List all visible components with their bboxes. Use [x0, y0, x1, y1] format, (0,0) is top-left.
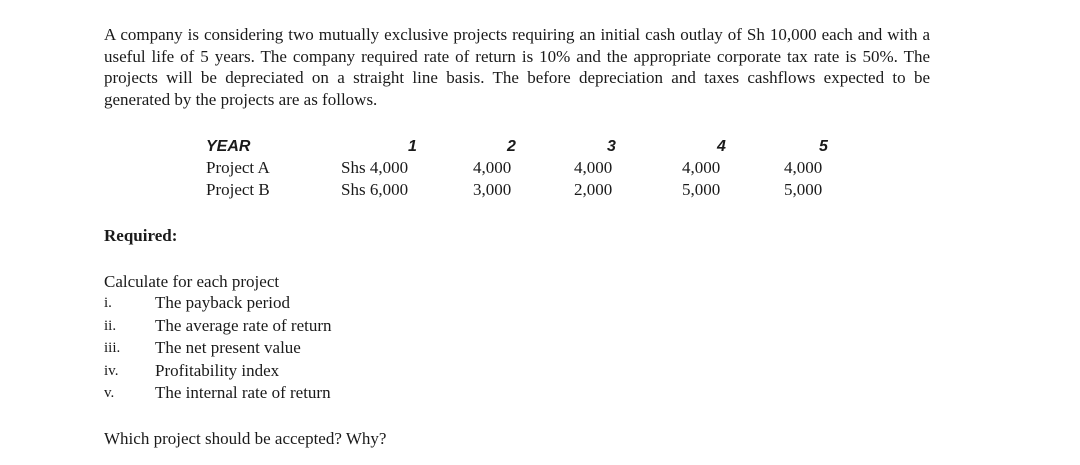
list-item — [104, 361, 404, 384]
list-item-text: The net present value — [155, 338, 301, 357]
header-year-4: 4 — [717, 138, 726, 155]
list-item-number: iv. — [104, 362, 119, 379]
header-year: YEAR — [206, 138, 251, 155]
row-label: Project A — [206, 158, 270, 177]
cell-year-3: 4,000 — [574, 158, 613, 177]
closing-question: Which project should be accepted? Why? — [104, 429, 387, 448]
table-header-row — [206, 136, 846, 158]
cell-year-5: 5,000 — [784, 180, 823, 199]
instruction-text: Calculate for each project — [104, 272, 280, 291]
list-item-number: iii. — [104, 340, 121, 356]
header-year-3: 3 — [607, 138, 616, 155]
list-item-text: The payback period — [155, 293, 290, 312]
requirements-list — [104, 293, 404, 406]
required-heading: Required: — [104, 226, 178, 245]
problem-statement: A company is considering two mutually exclusive projects requiring an initial cash outlay of Sh 10,000 each and with a useful life of 5 years. The company required rate of return is 10% and the appropriate corporate tax rate is 50%. The projects will be depreciated on a straight line basis. The before depreciation and taxes cashflows expected to be generated by the projects are as follows. — [104, 25, 930, 109]
list-item — [104, 338, 404, 361]
cell-year-2: 4,000 — [473, 158, 512, 177]
cell-year-1: Shs 4,000 — [341, 158, 409, 177]
list-item-text: The average rate of return — [155, 315, 332, 335]
row-label: Project B — [206, 180, 270, 199]
cell-year-1: Shs 6,000 — [341, 180, 409, 199]
list-item — [104, 383, 404, 406]
list-item-text: Profitability index — [155, 360, 280, 380]
list-item — [104, 293, 404, 316]
cell-year-4: 5,000 — [682, 180, 721, 199]
table-row-project-b — [206, 180, 846, 202]
list-item-number: i. — [104, 295, 112, 311]
header-year-2: 2 — [507, 138, 516, 155]
list-item-number: ii. — [104, 317, 117, 334]
list-item-text: The internal rate of return — [155, 383, 331, 402]
cell-year-5: 4,000 — [784, 158, 823, 177]
table-row-project-a — [206, 158, 846, 180]
cell-year-2: 3,000 — [473, 180, 512, 199]
header-year-1: 1 — [408, 138, 417, 155]
cashflow-table — [206, 136, 846, 202]
header-year-5: 5 — [819, 138, 828, 155]
cell-year-3: 2,000 — [574, 180, 613, 199]
cell-year-4: 4,000 — [682, 158, 721, 177]
list-item — [104, 316, 404, 339]
list-item-number: v. — [104, 385, 115, 401]
